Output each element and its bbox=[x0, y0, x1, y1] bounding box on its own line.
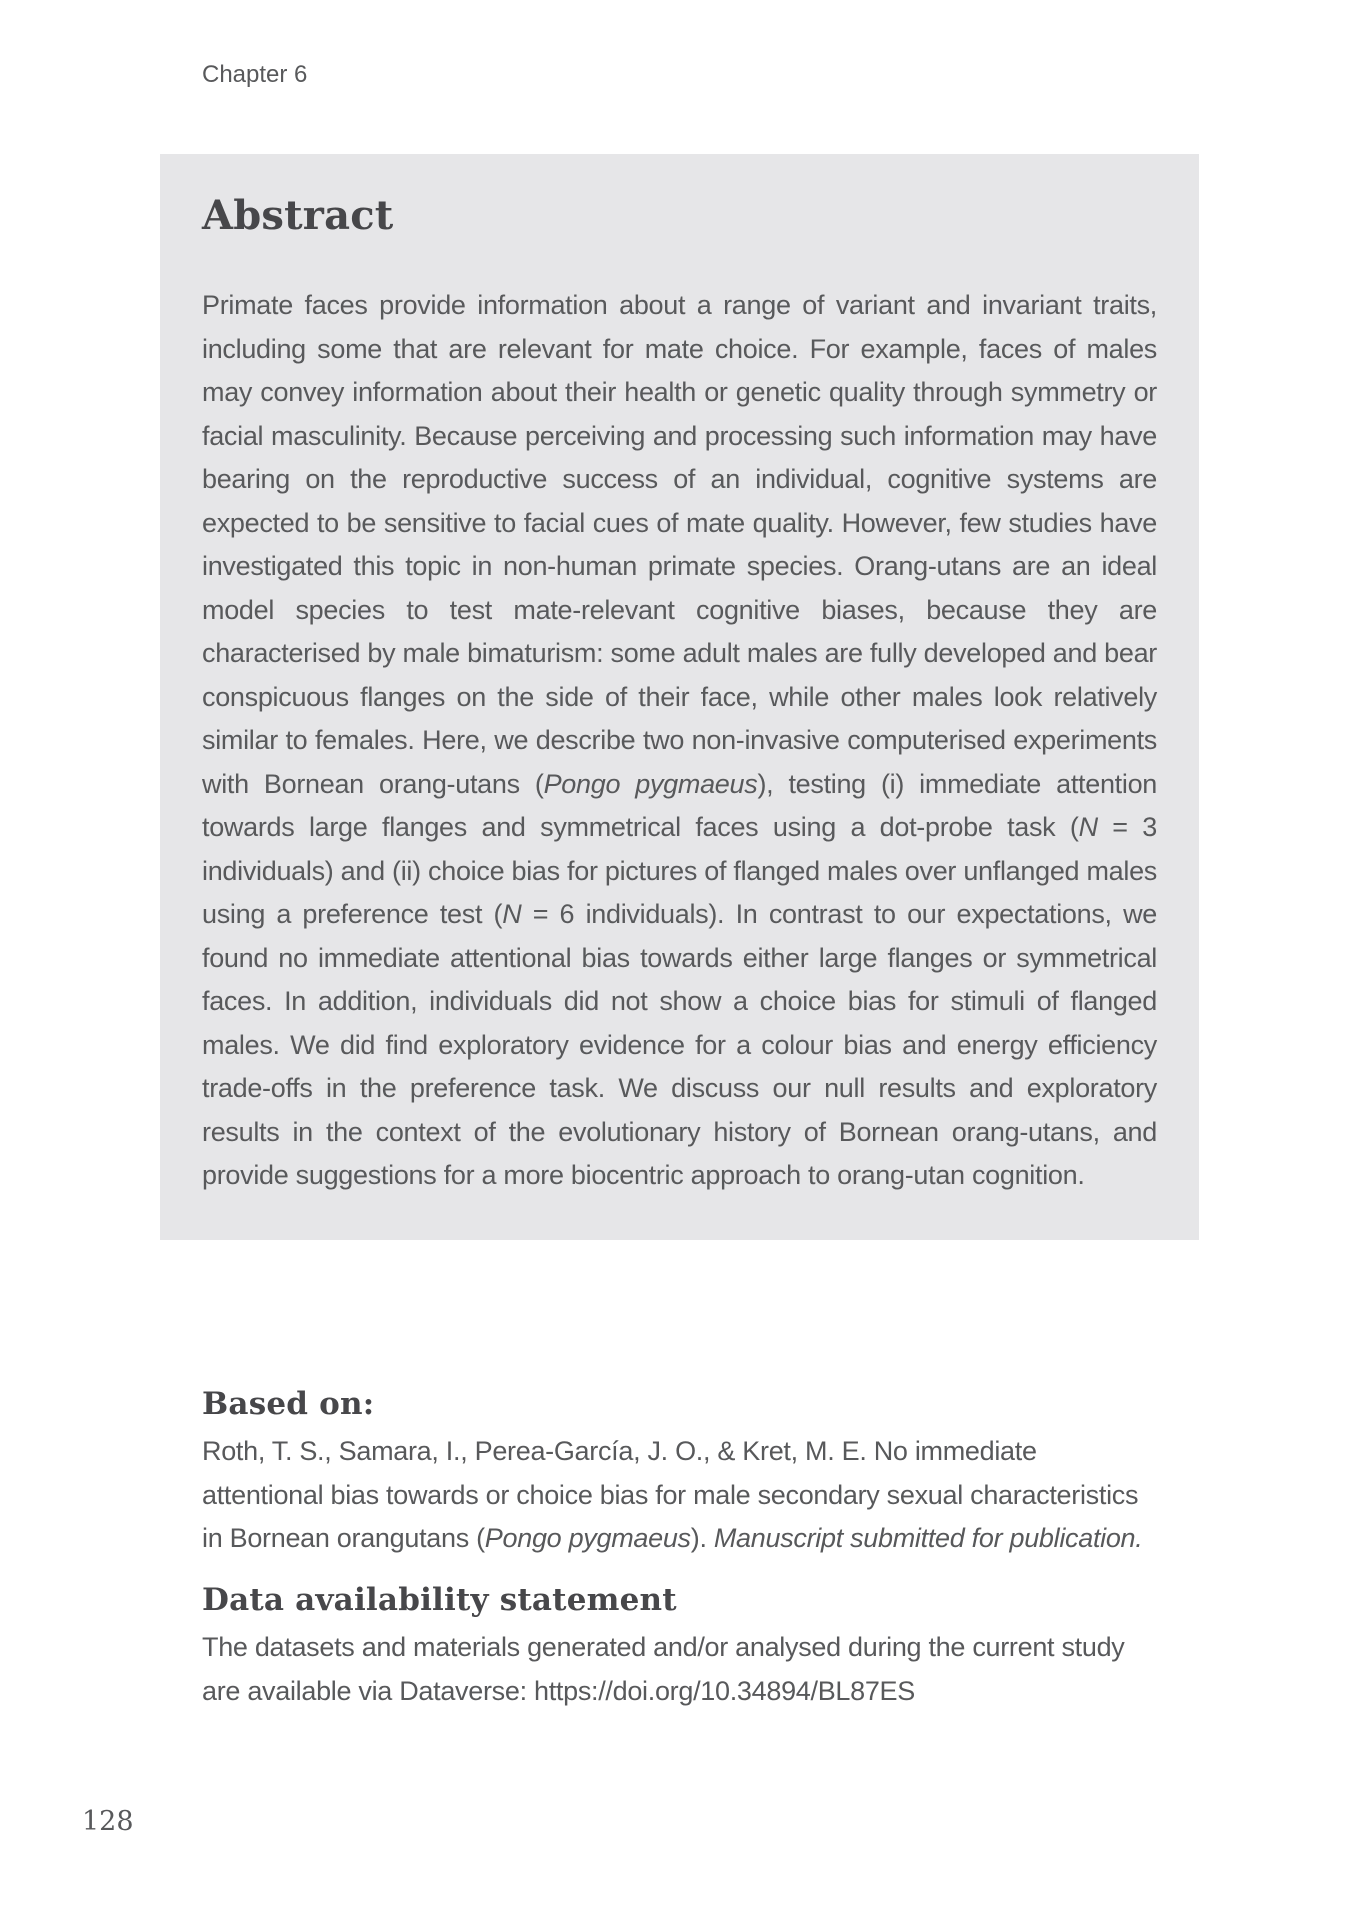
italic-text-run: N bbox=[1078, 812, 1098, 842]
abstract-heading: Abstract bbox=[202, 192, 394, 239]
dataverse-doi-link[interactable]: https://doi.org/10.34894/BL87ES bbox=[533, 1675, 915, 1706]
based-on-heading: Based on: bbox=[202, 1386, 375, 1422]
page-number: 128 bbox=[82, 1806, 134, 1837]
based-on-citation bbox=[202, 1430, 1159, 1561]
italic-text-run: Manuscript submitted for publication. bbox=[713, 1523, 1143, 1553]
abstract-box bbox=[160, 154, 1199, 1240]
data-availability-text bbox=[202, 1626, 1159, 1713]
text-run: ), testing (i) immediate attention towards large flanges and symmetrical faces using a dot-probe task ( bbox=[202, 768, 1158, 842]
text-run: Roth, T. S., Samara, I., Perea-García, J. O., & Kret, M. E. No immediate attentional bias towards or choice bias for male secondary sexual characteristics in Bornean orangutans ( bbox=[202, 1436, 1139, 1553]
running-header-chapter: Chapter 6 bbox=[202, 61, 308, 88]
text-run: = 3 individuals) and (ii) choice bias for pictures of flanged males over unflanged males using a preference test ( bbox=[202, 812, 1158, 929]
data-availability-body: The datasets and materials generated and/or analysed during the current study are available via Dataverse: bbox=[202, 1632, 1125, 1706]
italic-text-run: N bbox=[502, 899, 522, 929]
text-run: ). bbox=[690, 1523, 714, 1553]
data-availability-section bbox=[202, 1580, 1159, 1713]
based-on-section bbox=[202, 1384, 1159, 1561]
data-availability-heading: Data availability statement bbox=[202, 1582, 677, 1618]
abstract-paragraph bbox=[202, 284, 1157, 1198]
italic-text-run: Pongo pygmaeus bbox=[543, 768, 758, 799]
italic-text-run: Pongo pygmaeus bbox=[484, 1523, 691, 1553]
text-run: = 6 individuals). In contrast to our expectations, we found no immediate attentional bias towards either large flanges or symmetrical faces. In addition, individuals did not show a choice bias for stimuli of flanged males. We did find exploratory evidence for a colour bias and energy efficiency trade-offs in the preference task. We discuss our null results and exploratory results in the context of the evolutionary history of Bornean orang-utans, and provide suggestions for a more biocentric approach to orang-utan cognition. bbox=[202, 899, 1157, 1190]
text-run: Primate faces provide information about a range of variant and invariant traits, including some that are relevant for mate choice. For example, faces of males may convey information about their health or genetic quality through symmetry or facial masculinity. Because perceiving and processing such information may have bearing on the reproductive success of an individual, cognitive systems are expected to be sensitive to facial cues of mate quality. However, few studies have investigated this topic in non-human primate species. Orang-utans are an ideal model species to test mate-relevant cognitive biases, because they are characterised by male bimaturism: some adult males are fully developed and bear conspicuous flanges on the side of their face, while other males look relatively similar to females. Here, we describe two non-invasive computerised experiments with Bornean orang-utans ( bbox=[202, 290, 1157, 799]
